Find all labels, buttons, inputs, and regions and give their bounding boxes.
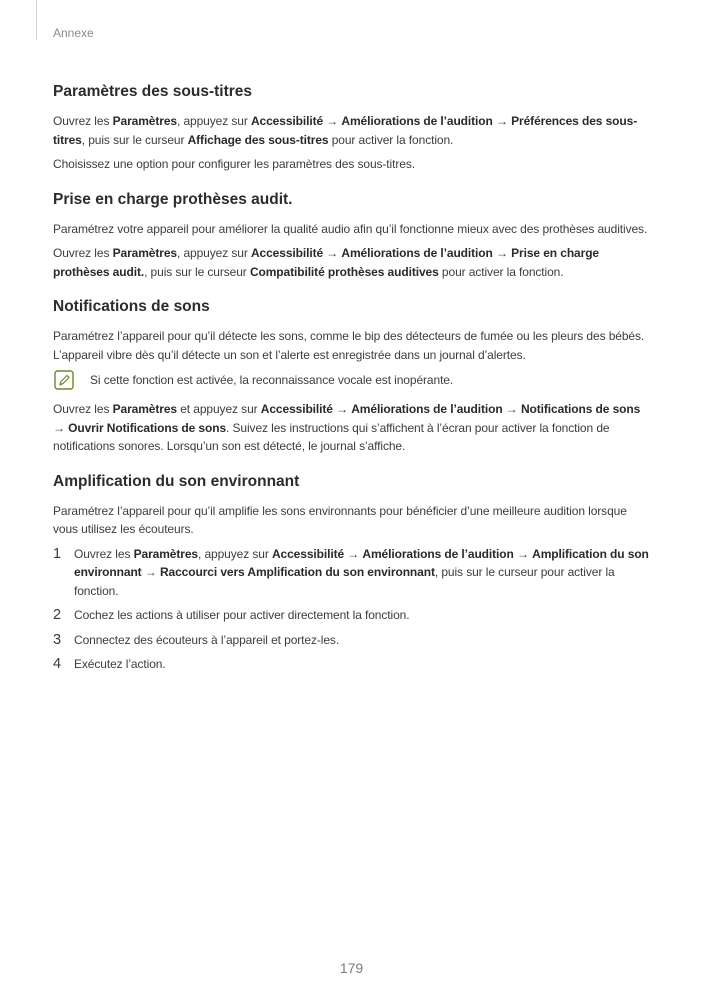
text-run: →: [502, 402, 521, 416]
section-title: Prise en charge prothèses audit.: [53, 190, 293, 208]
note-text: Si cette fonction est activée, la reconnaissance vocale est inopérante.: [90, 373, 454, 387]
step-item: [53, 631, 649, 650]
step-item: [53, 606, 649, 625]
text-run: , puis sur le curseur: [81, 132, 188, 147]
ui-term: Accessibilité: [271, 546, 345, 561]
text-run: , puis sur le curseur pour activer la fonction.: [74, 565, 615, 598]
text-run: →: [492, 246, 512, 260]
text-run: →: [141, 565, 160, 579]
ui-term: Accessibilité: [260, 402, 333, 416]
section-subtitles: [53, 82, 649, 174]
paragraph: Paramétrez l’appareil pour qu’il détecte les sons, comme le bip des détecteurs de fumée ou les pleurs des bébés. L’appareil vibre dès qu’il détecte un son et l’alerte est enregistrée dans un journal d’alertes.: [53, 329, 645, 362]
text-run: Ouvrez les: [53, 114, 113, 128]
step-text: [74, 606, 649, 625]
text-run: . Suivez les instructions qui s’affichent à l’écran pour activer la fonction de notifications sonores. Lorsqu’un son est détecté, le journal s’affiche.: [53, 420, 610, 453]
ui-term: Paramètres: [112, 246, 177, 260]
section-hearing-aids: [53, 190, 649, 282]
text-run: →: [332, 402, 352, 416]
paragraph: [53, 244, 649, 281]
step-number: 4: [53, 656, 62, 672]
ui-term: Améliorations de l’audition: [351, 402, 503, 416]
ui-term: Raccourci vers Amplification du son environnant: [159, 565, 435, 579]
text-run: →: [323, 114, 342, 128]
paragraph: Choisissez une option pour configurer les paramètres des sous-titres.: [53, 157, 415, 171]
section-title: Amplification du son environnant: [53, 472, 300, 490]
paragraph: Paramétrez votre appareil pour améliorer la qualité audio afin qu’il fonctionne mieux avec des prothèses auditives.: [53, 221, 648, 236]
note-block: [53, 370, 649, 390]
section-sound-notifications: [53, 297, 649, 456]
text-run: Ouvrez les: [74, 546, 134, 561]
paragraph: [53, 400, 649, 456]
page-number: 179: [339, 960, 364, 976]
step-number: 2: [53, 607, 62, 623]
ui-term: Améliorations de l’audition: [341, 246, 493, 260]
ui-term: Paramètres: [133, 546, 198, 561]
text-run: →: [513, 546, 533, 561]
text-run: et appuyez sur: [176, 402, 261, 416]
step-text: [74, 655, 649, 674]
paragraph: [53, 112, 649, 149]
text-run: pour activer la fonction.: [328, 132, 454, 147]
chapter-label: Annexe: [53, 26, 94, 40]
step-list: [53, 545, 649, 674]
step-item: [53, 655, 649, 674]
section-title: Notifications de sons: [53, 298, 210, 315]
ui-term: Amplification du son environnant: [74, 546, 649, 579]
step-text: [74, 631, 649, 650]
step-number: 3: [53, 631, 62, 648]
ui-term: Améliorations de l’audition: [362, 546, 514, 561]
ui-term: Prise en charge prothèses audit.: [53, 246, 600, 279]
ui-term: Accessibilité: [250, 246, 324, 260]
text-run: , puis sur le curseur: [144, 264, 250, 279]
step-text: [74, 545, 649, 601]
text-run: Ouvrez les: [53, 246, 113, 260]
section-title: Paramètres des sous-titres: [53, 83, 253, 100]
ui-term: Accessibilité: [250, 114, 324, 128]
text-run: , appuyez sur: [176, 114, 251, 128]
ui-term: Préférences des sous-titres: [53, 114, 638, 147]
ui-term: Paramètres: [112, 402, 177, 416]
step-item: [53, 545, 649, 601]
ui-term: Compatibilité prothèses auditives: [249, 264, 439, 279]
ui-term: Notifications de sons: [520, 402, 641, 416]
text-run: Ouvrez les: [53, 402, 113, 416]
text-run: Cochez les actions à utiliser pour activer directement la fonction.: [74, 608, 410, 622]
step-number: 1: [53, 545, 62, 562]
note-icon: [54, 370, 74, 390]
ui-term: Affichage des sous-titres: [187, 132, 329, 147]
text-run: Exécutez l’action.: [74, 657, 166, 671]
text-run: →: [344, 546, 363, 561]
text-run: →: [53, 420, 69, 435]
text-run: →: [323, 246, 342, 260]
paragraph: Paramétrez l’appareil pour qu’il amplifie les sons environnants pour bénéficier d’une meilleure audition lorsque vous utilisez les écouteurs.: [53, 503, 627, 536]
text-run: , appuyez sur: [176, 246, 251, 260]
header-rule: [36, 0, 37, 40]
ui-term: Paramètres: [112, 114, 177, 128]
text-run: , appuyez sur: [197, 546, 272, 561]
text-run: →: [492, 114, 512, 128]
text-run: Connectez des écouteurs à l’appareil et portez-les.: [74, 632, 340, 647]
ui-term: Améliorations de l’audition: [341, 114, 493, 128]
section-ambient-sound: [53, 472, 649, 674]
ui-term: Ouvrir Notifications de sons: [68, 420, 227, 435]
text-run: pour activer la fonction.: [438, 264, 564, 279]
page-content: [53, 82, 649, 690]
